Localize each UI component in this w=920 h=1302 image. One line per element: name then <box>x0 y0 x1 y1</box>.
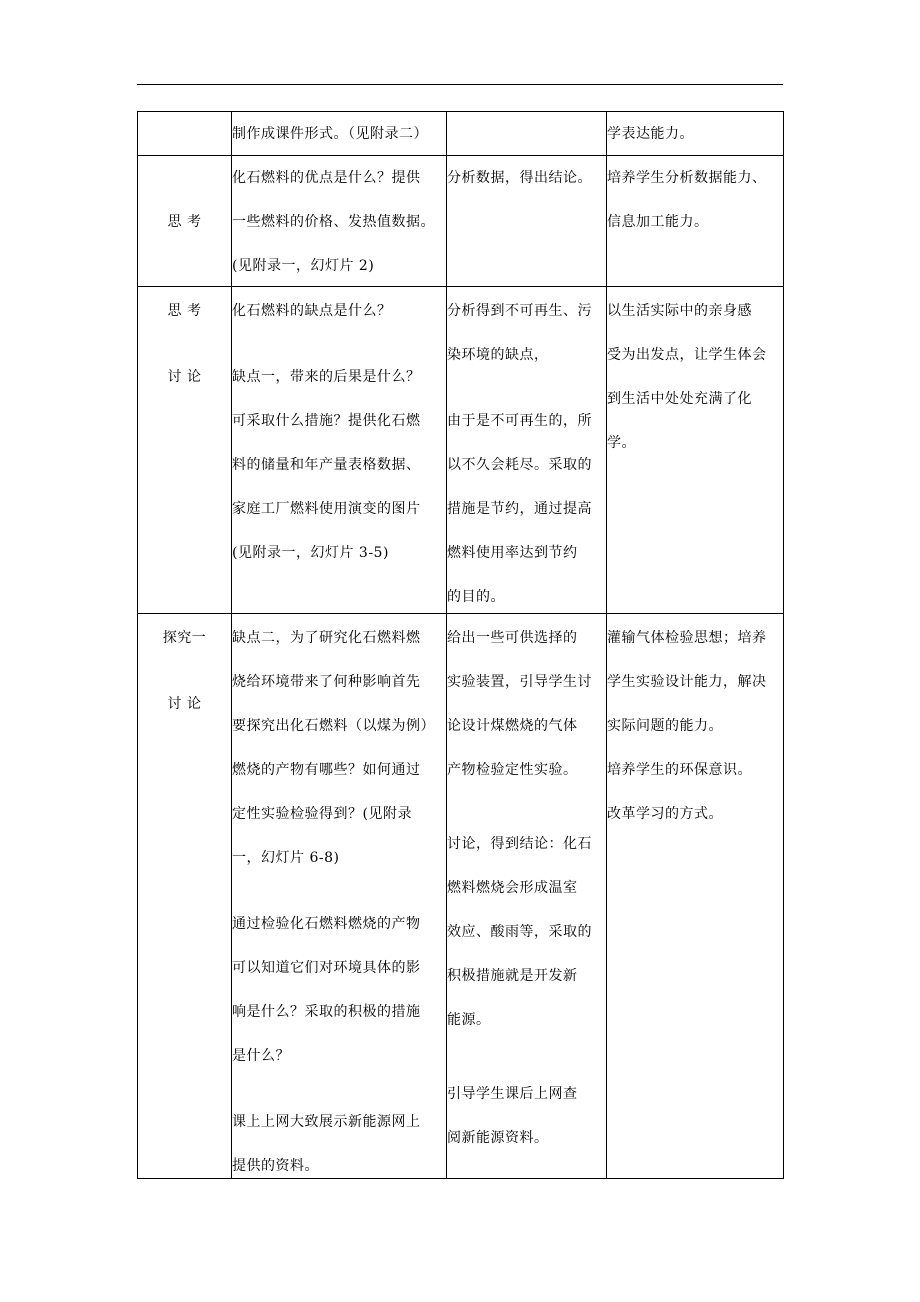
text-line: 学生实验设计能力，解决 <box>607 674 767 690</box>
stage-cell <box>138 156 232 287</box>
text-line: 制作成课件形式。（见附录二） <box>232 126 428 142</box>
text-line: 实际问题的能力。 <box>607 718 723 734</box>
text-line: 缺点二，为了研究化石燃料燃 <box>232 630 421 646</box>
text-line: 课上上网大致展示新能源网上 <box>232 1114 421 1130</box>
text-line: 烧给环境带来了何种影响首先 <box>232 674 421 690</box>
text-line: 是什么？ <box>232 1048 290 1064</box>
text-line: 培养学生的环保意识。 <box>607 762 752 778</box>
text-line: 分析数据，得出结论。 <box>447 170 592 186</box>
text-line: 给出一些可供选择的 <box>447 630 578 646</box>
stage-label: 思 考 <box>167 214 202 230</box>
text-line: (见附录一，幻灯片 3-5) <box>232 545 389 561</box>
design-intent-cell <box>607 112 784 156</box>
student-activity-cell <box>447 287 607 614</box>
text-line: 以生活实际中的亲身感 <box>607 303 752 319</box>
text-line: 化石燃料的缺点是什么？ <box>232 303 392 319</box>
stage-label: 讨 论 <box>167 696 202 712</box>
text-line: 积极措施就是开发新 <box>447 968 578 984</box>
student-activity-cell <box>447 614 607 1179</box>
text-line: 燃料燃烧会形成温室 <box>447 880 578 896</box>
text-line <box>232 1067 446 1111</box>
teacher-activity-cell <box>232 614 447 1179</box>
text-line: 阅新能源资料。 <box>447 1130 549 1146</box>
text-line <box>232 344 446 366</box>
stage-label: 思 考 <box>167 303 202 319</box>
header-rule <box>137 84 783 85</box>
text-line: 以不久会耗尽。采取的 <box>447 457 592 473</box>
stage-label: 讨 论 <box>167 369 202 385</box>
text-line: 响是什么？采取的积极的措施 <box>232 1004 421 1020</box>
text-line: 一，幻灯片 6-8) <box>232 850 340 866</box>
text-line: 讨论，得到结论：化石 <box>447 836 592 852</box>
text-line: 燃烧的产物有哪些？如何通过 <box>232 762 421 778</box>
teacher-activity-cell <box>232 287 447 614</box>
text-line: 化石燃料的优点是什么？提供 <box>232 170 421 186</box>
stage-cell <box>138 614 232 1179</box>
text-line: 提供的资料。 <box>232 1158 319 1174</box>
text-line <box>447 366 606 410</box>
text-line: 实验装置，引导学生讨 <box>447 674 592 690</box>
text-line: 家庭工厂燃料使用演变的图片 <box>232 501 421 517</box>
text-line <box>607 781 783 803</box>
text-line: 燃料使用率达到节约 <box>447 545 578 561</box>
design-intent-cell <box>607 156 784 287</box>
text-line: 染环境的缺点， <box>447 347 549 363</box>
text-line: 培养学生分析数据能力、 <box>607 170 767 186</box>
text-line <box>232 869 446 913</box>
stage-cell <box>138 287 232 614</box>
text-line: 受为出发点，让学生体会 <box>607 347 767 363</box>
text-line: 能源。 <box>447 1012 491 1028</box>
text-line: 改革学习的方式。 <box>607 806 723 822</box>
lesson-plan-table <box>137 111 784 1179</box>
teacher-activity-cell <box>232 156 447 287</box>
text-line: 措施是节约，通过提高 <box>447 501 592 517</box>
text-line <box>447 1031 606 1083</box>
text-line: 引导学生课后上网查 <box>447 1086 578 1102</box>
text-line: 一些燃料的价格、发热值数据。 <box>232 214 435 230</box>
design-intent-cell <box>607 614 784 1179</box>
text-line: 可采取什么措施？提供化石燃 <box>232 413 421 429</box>
table-row <box>138 614 784 1179</box>
text-line: 学。 <box>607 435 636 451</box>
text-line: 分析得到不可再生、污 <box>447 303 592 319</box>
text-line: 学表达能力。 <box>607 126 694 142</box>
text-line: 料的储量和年产量表格数据、 <box>232 457 421 473</box>
text-line: 要探究出化石燃料（以煤为例） <box>232 718 435 734</box>
text-line: 定性实验检验得到？(见附录 <box>232 806 412 822</box>
table-row <box>138 287 784 614</box>
text-line: 信息加工能力。 <box>607 214 709 230</box>
text-line: 可以知道它们对环境具体的影 <box>232 960 421 976</box>
text-line: 到生活中处处充满了化 <box>607 391 752 407</box>
text-line: 效应、酸雨等，采取的 <box>447 924 592 940</box>
student-activity-cell <box>447 112 607 156</box>
text-line: 论设计煤燃烧的气体 <box>447 718 578 734</box>
stage-cell <box>138 112 232 156</box>
text-line: 通过检验化石燃料燃烧的产物 <box>232 916 421 932</box>
text-line <box>447 781 606 833</box>
table-row <box>138 112 784 156</box>
text-line: 的目的。 <box>447 589 505 605</box>
student-activity-cell <box>447 156 607 287</box>
text-line: 产物检验定性实验。 <box>447 762 578 778</box>
text-line: 缺点一，带来的后果是什么？ <box>232 369 421 385</box>
text-line: 由于是不可再生的，所 <box>447 413 592 429</box>
text-line <box>607 737 783 759</box>
stage-label: 探究一 <box>162 630 207 646</box>
text-line: 灌输气体检验思想；培养 <box>607 630 767 646</box>
design-intent-cell <box>607 287 784 614</box>
teacher-activity-cell <box>232 112 447 156</box>
table-row <box>138 156 784 287</box>
text-line: (见附录一，幻灯片 2) <box>232 258 375 274</box>
